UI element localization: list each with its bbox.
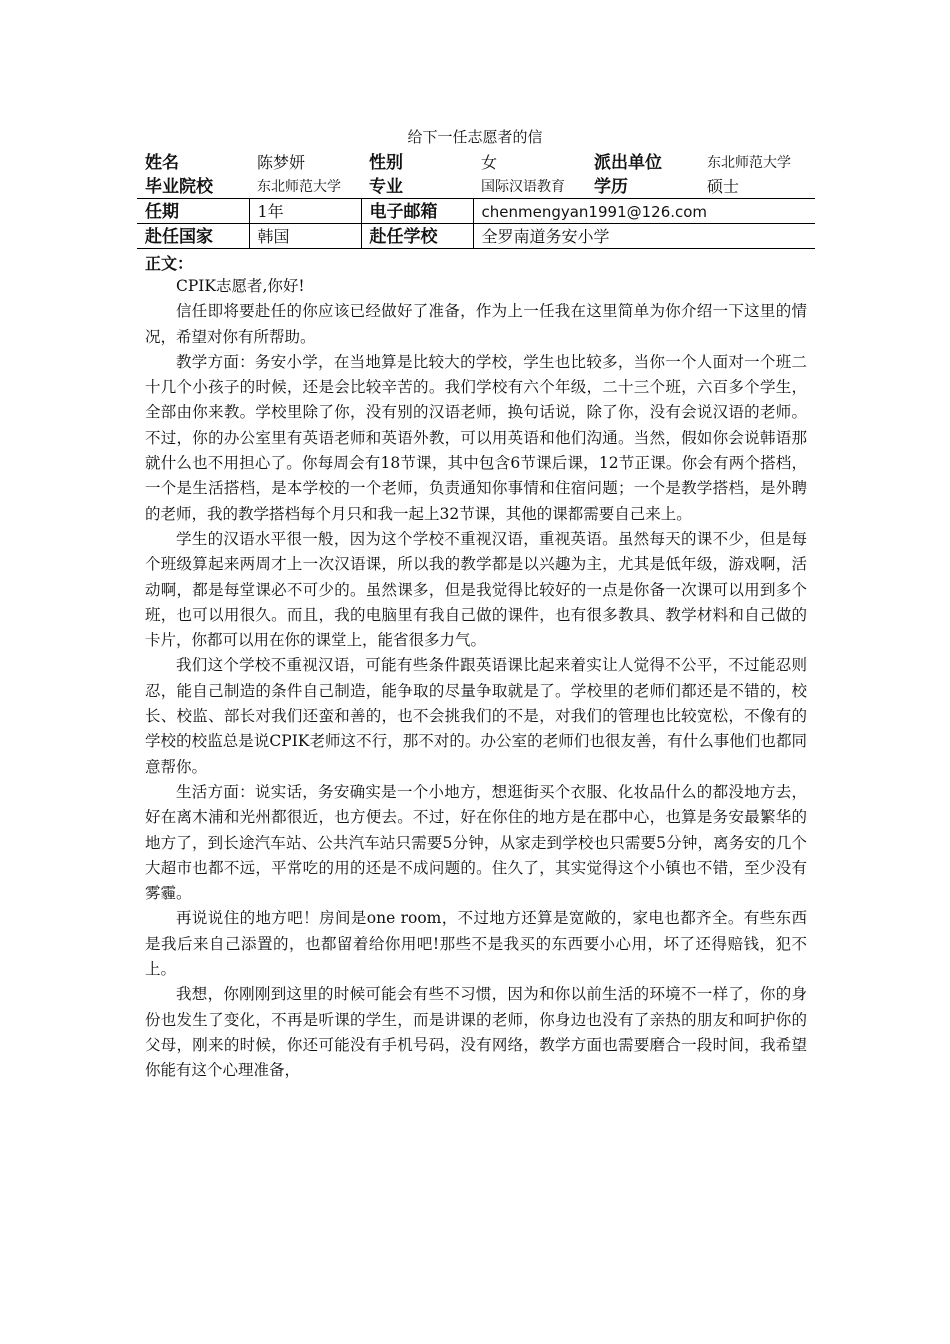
gender-value: 女 bbox=[481, 153, 498, 172]
term-value: 1年 bbox=[249, 199, 361, 224]
letter-body bbox=[145, 274, 807, 1084]
degree-value: 硕士 bbox=[707, 177, 740, 196]
body-paragraph: 教学方面：务安小学，在当地算是比较大的学校，学生也比较多，当你一个人面对一个班二十几个小孩子的时候，还是会比较辛苦的。我们学校有六个年级，二十三个班，六百多个学生，全部由你来教。学校里除了你，没有别的汉语老师，换句话说，除了你，没有会说汉语的老师。不过，你的办公室里有英语老师和英语外教，可以用英语和他们沟通。当然，假如你会说韩语那就什么也不用担心了。你每周会有18节课，其中包含6节课后课，12节正课。你会有两个搭档，一个是生活搭档，是本学校的一个老师，负责通知你事情和住宿问题；一个是教学搭档，是外聘的老师，我的教学搭档每个月只和我一起上32节课，其他的课都需要自己来上。 bbox=[145, 352, 807, 523]
body-paragraph: 再说说住的地方吧！房间是one room，不过地方还算是宽敞的，家电也都齐全。有些东西是我后来自己添置的，也都留着给你用吧!那些不是我买的东西要小心用，坏了还得赔钱，犯不上。 bbox=[145, 909, 807, 979]
term-label: 任期 bbox=[137, 199, 249, 224]
info-row bbox=[137, 199, 815, 224]
body-heading: 正文： bbox=[145, 254, 194, 273]
major-label: 专业 bbox=[369, 177, 403, 197]
info-row bbox=[137, 224, 815, 249]
info-row bbox=[137, 174, 815, 199]
major-value: 国际汉语教育 bbox=[481, 179, 565, 195]
name-label: 姓名 bbox=[145, 153, 179, 173]
body-paragraph: 信任即将要赴任的你应该已经做好了准备，作为上一任我在这里简单为你介绍一下这里的情况，希望对你有所帮助。 bbox=[145, 302, 807, 346]
school-value: 东北师范大学 bbox=[257, 179, 341, 195]
document-title: 给下一任志愿者的信 bbox=[407, 128, 543, 146]
country-value: 韩国 bbox=[249, 224, 361, 249]
name-value: 陈梦妍 bbox=[257, 153, 306, 172]
info-row bbox=[137, 150, 815, 174]
body-paragraph: 生活方面：说实话，务安确实是一个小地方，想逛街买个衣服、化妆品什么的都没地方去，好在离木浦和光州都很近，也方便去。不过，好在你住的地方是在郡中心，也算是务安最繁华的地方了，到长途汽车站、公共汽车站只需要5分钟，从家走到学校也只需要5分钟，离务安的几个大超市也都不远，平常吃的用的还是不成问题的。住久了，其实觉得这个小镇也不错，至少没有雾霾。 bbox=[145, 782, 807, 903]
body-paragraph: 我们这个学校不重视汉语，可能有些条件跟英语课比起来着实让人觉得不公平，不过能忍则忍，能自己制造的条件自己制造，能争取的尽量争取就是了。学校里的老师们都还是不错的，校长、校监、部长对我们还蛮和善的，也不会挑我们的不是，对我们的管理也比较宽松，不像有的学校的校监总是说CPIK老师这不行，那不对的。办公室的老师们也很友善，有什么事他们也都同意帮你。 bbox=[145, 656, 807, 776]
volunteer-info-table bbox=[137, 150, 815, 249]
country-label: 赴任国家 bbox=[137, 224, 249, 249]
school-label: 毕业院校 bbox=[145, 177, 213, 197]
gender-label: 性别 bbox=[369, 153, 403, 173]
post-school-value: 全罗南道务安小学 bbox=[473, 224, 815, 249]
greeting-paragraph: CPIK志愿者,你好! bbox=[176, 277, 305, 295]
post-school-label: 赴任学校 bbox=[361, 224, 473, 249]
body-paragraph: 我想，你刚刚到这里的时候可能会有些不习惯，因为和你以前生活的环境不一样了，你的身份也发生了变化，不再是听课的学生，而是讲课的老师，你身边也没有了亲热的朋友和呵护你的父母，刚来的时候，你还可能没有手机号码，没有网络，教学方面也需要磨合一段时间，我希望你能有这个心理准备， bbox=[145, 985, 807, 1080]
dispatch-unit-value: 东北师范大学 bbox=[707, 155, 791, 171]
dispatch-unit-label: 派出单位 bbox=[594, 153, 662, 173]
email-label: 电子邮箱 bbox=[361, 199, 473, 224]
degree-label: 学历 bbox=[594, 177, 628, 197]
body-paragraph: 学生的汉语水平很一般，因为这个学校不重视汉语，重视英语。虽然每天的课不少，但是每个班级算起来两周才上一次汉语课，所以我的教学都是以兴趣为主，尤其是低年级，游戏啊，活动啊，都是每堂课必不可少的。虽然课多，但是我觉得比较好的一点是你备一次课可以用到多个班，也可以用很久。而且，我的电脑里有我自己做的课件，也有很多教具、教学材料和自己做的卡片，你都可以用在你的课堂上，能省很多力气。 bbox=[145, 529, 807, 650]
email-value: chenmengyan1991@126.com bbox=[473, 199, 815, 224]
